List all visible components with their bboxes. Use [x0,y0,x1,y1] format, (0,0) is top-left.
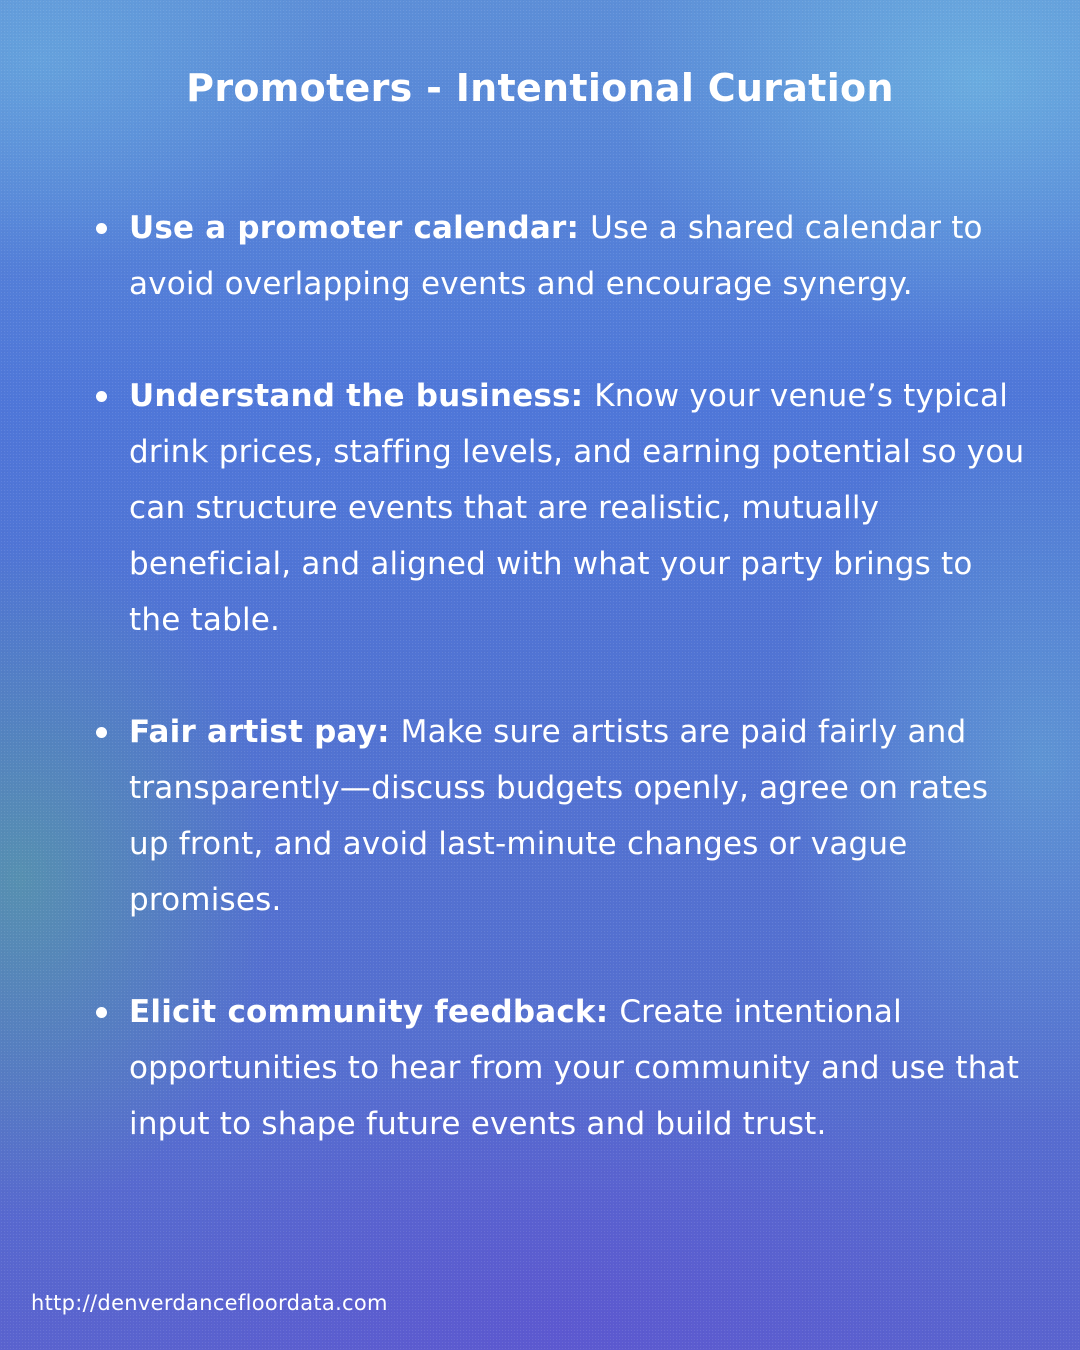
list-item-fair-artist-pay [96,704,1026,928]
list-item-community-feedback [96,984,1026,1152]
item-title: Understand the business: [129,378,595,414]
footer-url: http://denverdancefloordata.com [31,1291,388,1315]
item-text: Make sure artists are paid fairly and transparently—discuss budgets openly, agree on rates up front, and avoid last-minute changes or vague promises. [129,714,989,918]
tips-list [96,200,1026,1152]
item-title: Elicit community feedback: [129,994,620,1030]
item-text: Use a shared calendar to avoid overlapping events and encourage synergy. [129,210,983,302]
page-title: Promoters - Intentional Curation [186,66,894,110]
bullet-icon [96,727,107,738]
item-text: Know your venue’s typical drink prices, staffing levels, and earning potential so you can structure events that are realistic, mutually beneficial, and aligned with what your party brings to the table. [129,378,1025,638]
bullet-icon [96,223,107,234]
list-item-promoter-calendar [96,200,1026,312]
item-title: Use a promoter calendar: [129,210,591,246]
item-text: Create intentional opportunities to hear from your community and use that input to shape future events and build trust. [129,994,1020,1142]
bullet-icon [96,1007,107,1018]
item-title: Fair artist pay: [129,714,401,750]
list-item-understand-business [96,368,1026,648]
bullet-icon [96,391,107,402]
